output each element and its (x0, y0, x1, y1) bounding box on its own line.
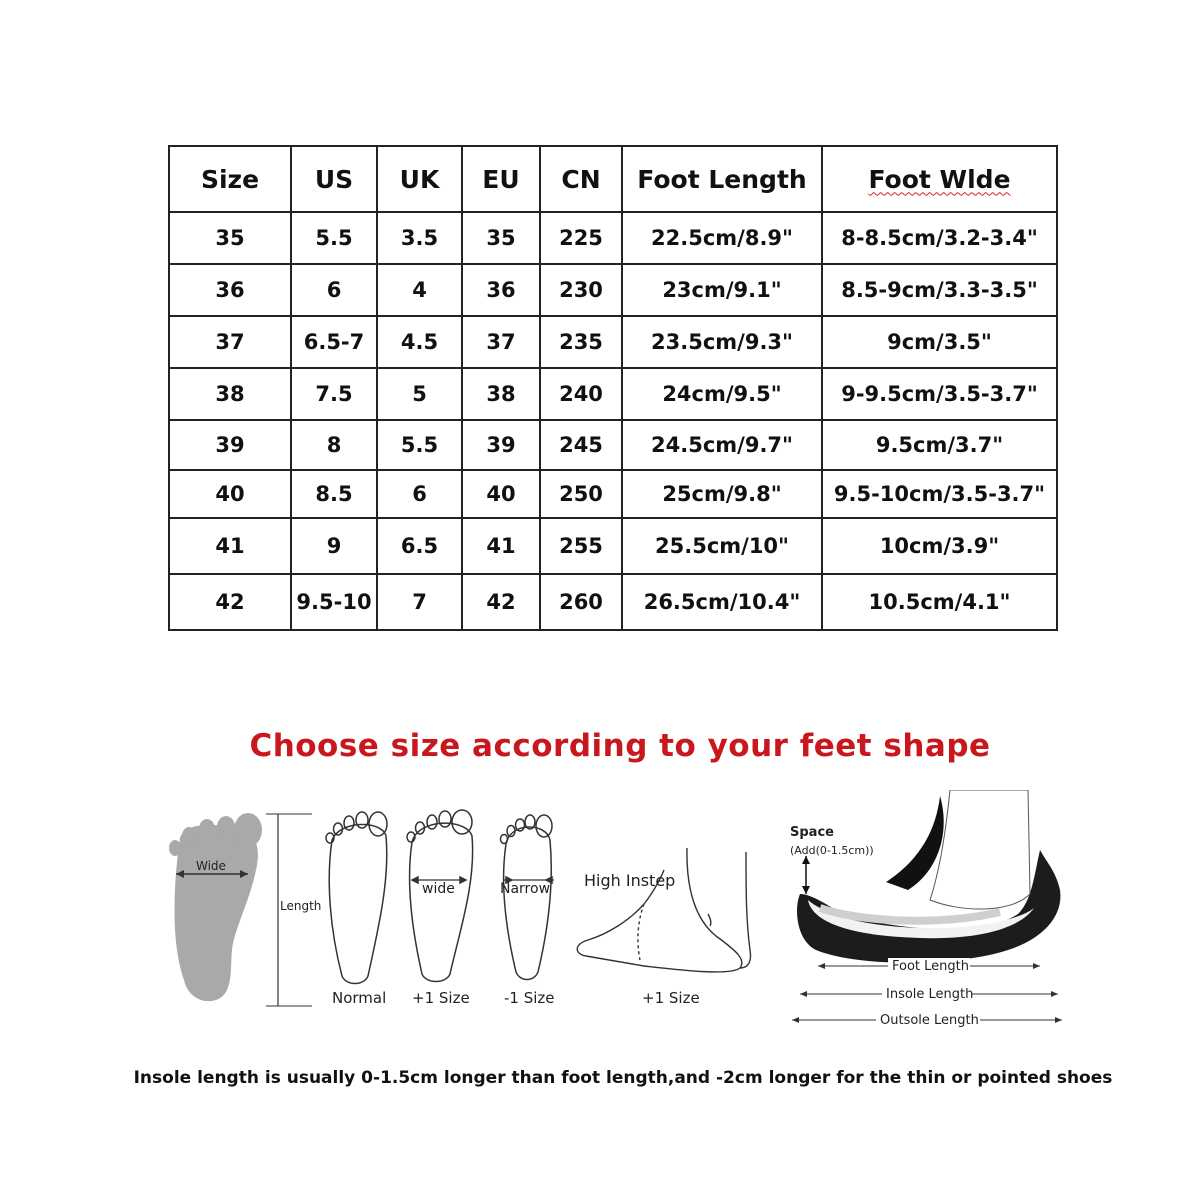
cell-foot-wide: 8.5-9cm/3.3-3.5" (822, 264, 1057, 316)
table-row (169, 420, 1057, 470)
cell-uk: 4.5 (377, 316, 462, 368)
cell-foot-length: 24.5cm/9.7" (622, 420, 822, 470)
cell-foot-length: 22.5cm/8.9" (622, 212, 822, 264)
cell-us: 8.5 (291, 470, 377, 518)
foot-shape-illustration (160, 790, 1080, 1040)
cell-eu: 38 (462, 368, 540, 420)
insole-note: Insole length is usually 0-1.5cm longer than foot length,and -2cm longer for the thin or pointed shoes (133, 1068, 1113, 1088)
cell-size: 42 (169, 574, 291, 630)
shoe-space-note: (Add(0-1.5cm)) (790, 844, 874, 857)
footprint-length-label: Length (280, 899, 322, 913)
high-instep-label: High Instep (584, 871, 676, 890)
shape-guide-title: Choose size according to your feet shape (249, 728, 991, 764)
cell-eu: 41 (462, 518, 540, 574)
outsole-length-measure: Outsole Length (880, 1013, 979, 1028)
header-foot-wide (822, 146, 1057, 212)
cell-eu: 37 (462, 316, 540, 368)
cell-uk: 5.5 (377, 420, 462, 470)
foot-length-measure: Foot Length (892, 959, 969, 974)
header-uk: UK (377, 146, 462, 212)
cell-us: 9 (291, 518, 377, 574)
cell-eu: 39 (462, 420, 540, 470)
normal-caption: Normal (332, 989, 387, 1007)
shoe-space-label: Space (790, 825, 834, 840)
header-foot-length: Foot Length (622, 146, 822, 212)
high-instep-caption: +1 Size (642, 989, 700, 1007)
cell-size: 36 (169, 264, 291, 316)
cell-size: 35 (169, 212, 291, 264)
cell-foot-wide: 8-8.5cm/3.2-3.4" (822, 212, 1057, 264)
cell-cn: 240 (540, 368, 622, 420)
cell-cn: 250 (540, 470, 622, 518)
table-row (169, 212, 1057, 264)
cell-us: 7.5 (291, 368, 377, 420)
size-chart-table (168, 145, 1058, 631)
cell-uk: 5 (377, 368, 462, 420)
header-foot-wide-label: Foot Wlde (868, 164, 1011, 194)
cell-cn: 255 (540, 518, 622, 574)
cell-foot-length: 26.5cm/10.4" (622, 574, 822, 630)
footprint-wide-label: Wide (196, 859, 226, 873)
cell-size: 41 (169, 518, 291, 574)
cell-foot-length: 24cm/9.5" (622, 368, 822, 420)
cell-uk: 6 (377, 470, 462, 518)
cell-us: 8 (291, 420, 377, 470)
table-row (169, 518, 1057, 574)
table-row (169, 264, 1057, 316)
cell-cn: 260 (540, 574, 622, 630)
table-row (169, 574, 1057, 630)
cell-foot-wide: 10cm/3.9" (822, 518, 1057, 574)
cell-foot-wide: 9.5cm/3.7" (822, 420, 1057, 470)
cell-cn: 235 (540, 316, 622, 368)
cell-foot-length: 25cm/9.8" (622, 470, 822, 518)
cell-cn: 230 (540, 264, 622, 316)
insole-length-measure: Insole Length (886, 987, 974, 1002)
cell-us: 6.5-7 (291, 316, 377, 368)
cell-uk: 4 (377, 264, 462, 316)
cell-size: 39 (169, 420, 291, 470)
table-body (169, 212, 1057, 630)
cell-eu: 40 (462, 470, 540, 518)
narrow-foot-icon (501, 815, 555, 980)
cell-uk: 6.5 (377, 518, 462, 574)
cell-us: 6 (291, 264, 377, 316)
cell-foot-length: 25.5cm/10" (622, 518, 822, 574)
high-instep-foot-icon (577, 848, 750, 972)
footprint-icon (169, 813, 321, 1006)
cell-us: 5.5 (291, 212, 377, 264)
wide-foot-label: wide (422, 881, 455, 897)
table-row (169, 470, 1057, 518)
cell-foot-length: 23cm/9.1" (622, 264, 822, 316)
normal-foot-icon (326, 812, 387, 984)
cell-foot-wide: 10.5cm/4.1" (822, 574, 1057, 630)
wide-caption: +1 Size (412, 989, 470, 1007)
cell-foot-length: 23.5cm/9.3" (622, 316, 822, 368)
header-size: Size (169, 146, 291, 212)
cell-foot-wide: 9cm/3.5" (822, 316, 1057, 368)
narrow-caption: -1 Size (504, 989, 555, 1007)
cell-size: 38 (169, 368, 291, 420)
header-us: US (291, 146, 377, 212)
cell-cn: 225 (540, 212, 622, 264)
header-eu: EU (462, 146, 540, 212)
cell-eu: 42 (462, 574, 540, 630)
table-row (169, 368, 1057, 420)
cell-uk: 7 (377, 574, 462, 630)
narrow-foot-label: Narrow (500, 881, 551, 897)
cell-uk: 3.5 (377, 212, 462, 264)
cell-size: 40 (169, 470, 291, 518)
cell-us: 9.5-10 (291, 574, 377, 630)
cell-cn: 245 (540, 420, 622, 470)
cell-eu: 35 (462, 212, 540, 264)
cell-foot-wide: 9.5-10cm/3.5-3.7" (822, 470, 1057, 518)
table-header-row (169, 146, 1057, 212)
cell-eu: 36 (462, 264, 540, 316)
cell-size: 37 (169, 316, 291, 368)
cell-foot-wide: 9-9.5cm/3.5-3.7" (822, 368, 1057, 420)
table-row (169, 316, 1057, 368)
header-cn: CN (540, 146, 622, 212)
